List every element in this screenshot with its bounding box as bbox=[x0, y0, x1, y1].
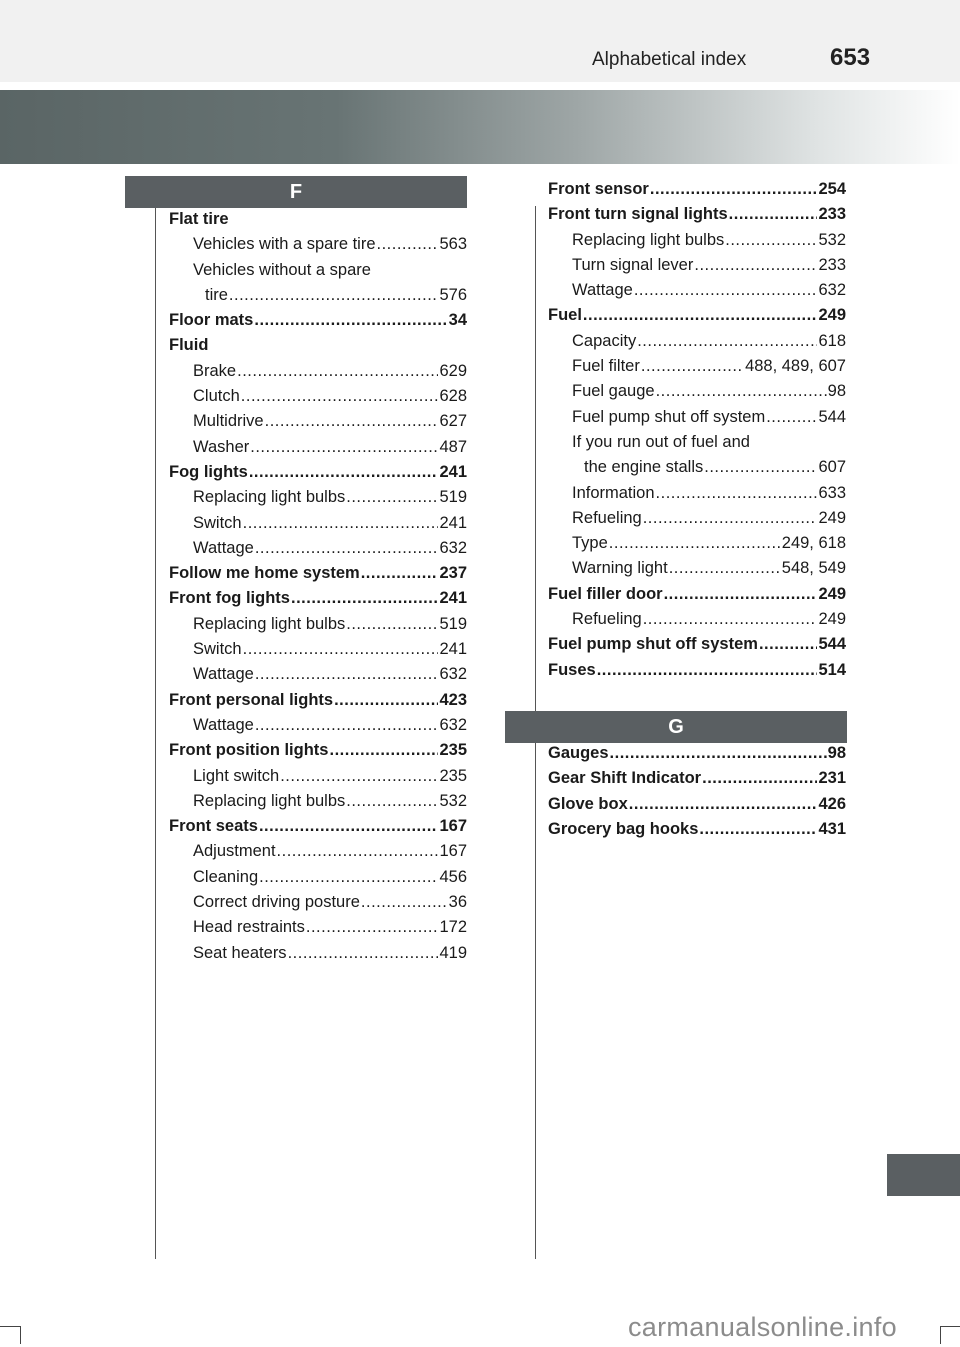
index-entry bbox=[169, 311, 467, 336]
dot-leader bbox=[288, 944, 439, 963]
index-entry bbox=[169, 514, 467, 539]
index-entry bbox=[169, 539, 467, 564]
index-entry bbox=[169, 564, 467, 589]
index-entry bbox=[548, 484, 846, 509]
watermark: carmanualsonline.info bbox=[628, 1312, 897, 1342]
dot-leader bbox=[650, 180, 818, 199]
header-band bbox=[0, 0, 960, 82]
index-entry-label: Turn signal lever bbox=[572, 255, 694, 274]
index-entry bbox=[548, 281, 846, 306]
dot-leader bbox=[729, 205, 818, 224]
crop-mark bbox=[940, 1326, 941, 1344]
index-entry-page: 629 bbox=[439, 361, 467, 380]
dot-leader bbox=[361, 893, 448, 912]
index-entry bbox=[548, 635, 846, 660]
index-entry-label: Type bbox=[572, 534, 608, 553]
dot-leader bbox=[334, 691, 438, 710]
index-entry bbox=[169, 893, 467, 918]
index-entry bbox=[548, 231, 846, 256]
index-entry-page: 241 bbox=[439, 640, 467, 659]
column-rule-left bbox=[155, 206, 156, 1259]
crop-mark bbox=[0, 1326, 20, 1327]
index-entry-label: Replacing light bulbs bbox=[193, 791, 346, 810]
index-entry-label: Switch bbox=[193, 640, 242, 659]
index-entry-label: Replacing light bulbs bbox=[572, 230, 725, 249]
index-entry bbox=[169, 665, 467, 690]
index-entry-page: 514 bbox=[818, 660, 846, 679]
index-entry bbox=[169, 286, 467, 311]
index-entry-label: Front position lights bbox=[169, 741, 329, 760]
index-entry-page: 34 bbox=[448, 311, 467, 330]
dot-leader bbox=[610, 744, 827, 763]
index-entry bbox=[169, 944, 467, 969]
index-entry-label: Brake bbox=[193, 361, 237, 380]
index-entry-label: Light switch bbox=[193, 766, 280, 785]
dot-leader bbox=[259, 868, 438, 887]
index-entry-label: Glove box bbox=[548, 794, 628, 813]
index-entry bbox=[548, 256, 846, 281]
header-title: Alphabetical index bbox=[592, 49, 747, 70]
index-entry bbox=[169, 412, 467, 437]
index-entry-label: Refueling bbox=[572, 610, 642, 629]
index-entry-page: 167 bbox=[439, 842, 467, 861]
index-entry bbox=[169, 235, 467, 260]
dot-leader bbox=[255, 665, 439, 684]
index-entry-page: 632 bbox=[818, 281, 846, 300]
index-entry-label: Fluid bbox=[169, 336, 209, 355]
index-entry-page: 98 bbox=[827, 744, 846, 762]
index-entry bbox=[169, 842, 467, 867]
index-entry-page: 419 bbox=[439, 943, 467, 962]
index-entry bbox=[169, 741, 467, 766]
crop-mark bbox=[20, 1326, 21, 1344]
dot-leader bbox=[583, 306, 818, 325]
index-entry-page: 249 bbox=[818, 508, 846, 527]
index-entry-page: 231 bbox=[818, 769, 846, 788]
index-entry-label: Washer bbox=[193, 437, 250, 456]
index-entry-label: Clutch bbox=[193, 387, 240, 406]
dot-leader bbox=[346, 615, 438, 634]
index-entry-page: 233 bbox=[818, 255, 846, 274]
index-entry bbox=[169, 640, 467, 665]
index-entry-label: Replacing light bulbs bbox=[193, 614, 346, 633]
dot-leader bbox=[291, 589, 438, 608]
dot-leader bbox=[669, 559, 781, 578]
index-column-right-f bbox=[548, 180, 846, 686]
index-entry bbox=[548, 433, 846, 458]
index-entry-label: Adjustment bbox=[193, 842, 276, 861]
index-entry-page: 36 bbox=[448, 893, 467, 912]
index-entry bbox=[169, 615, 467, 640]
index-entry-label: Flat tire bbox=[169, 210, 229, 228]
dot-leader bbox=[329, 741, 438, 760]
dot-leader bbox=[361, 564, 439, 583]
index-entry-page: 618 bbox=[818, 331, 846, 350]
index-entry bbox=[548, 534, 846, 559]
dot-leader bbox=[609, 534, 781, 553]
index-entry-page: 532 bbox=[818, 230, 846, 249]
index-entry-label: If you run out of fuel and bbox=[572, 432, 750, 451]
page-number: 653 bbox=[830, 44, 871, 71]
dot-leader bbox=[249, 463, 439, 482]
index-entry-label: Refueling bbox=[572, 508, 642, 527]
dot-leader bbox=[306, 918, 439, 937]
index-entry-page: 607 bbox=[818, 458, 846, 477]
index-entry bbox=[169, 589, 467, 614]
index-entry-page: 487 bbox=[439, 437, 467, 456]
index-entry-page: 488, 489, 607 bbox=[745, 357, 846, 376]
index-entry-page: 563 bbox=[439, 235, 467, 254]
index-entry bbox=[169, 488, 467, 513]
dot-leader bbox=[243, 640, 439, 659]
index-entry-label: tire bbox=[205, 285, 228, 304]
index-entry-page: 172 bbox=[439, 918, 467, 937]
index-entry-page: 237 bbox=[439, 564, 467, 583]
index-entry-page: 426 bbox=[818, 794, 846, 813]
index-entry bbox=[548, 458, 846, 483]
dot-leader bbox=[277, 842, 439, 861]
dot-leader bbox=[641, 357, 744, 376]
index-entry bbox=[548, 306, 846, 331]
index-entry-page: 254 bbox=[818, 180, 846, 198]
index-entry-page: 235 bbox=[439, 766, 467, 785]
index-entry-page: 233 bbox=[818, 205, 846, 224]
index-entry bbox=[548, 509, 846, 534]
dot-leader bbox=[229, 286, 439, 305]
index-entry-page: 241 bbox=[439, 589, 467, 608]
index-entry-page: 249 bbox=[818, 584, 846, 603]
index-entry-label: Grocery bag hooks bbox=[548, 819, 699, 838]
index-entry-page: 456 bbox=[439, 867, 467, 886]
section-header-g: G bbox=[505, 711, 847, 743]
index-entry-page: 628 bbox=[439, 387, 467, 406]
index-entry-page: 241 bbox=[439, 462, 467, 481]
index-entry-label: Front personal lights bbox=[169, 690, 334, 709]
index-entry-page: 519 bbox=[439, 488, 467, 507]
index-entry-page: 632 bbox=[439, 665, 467, 684]
index-entry-page: 544 bbox=[818, 407, 846, 426]
index-entry-page: 98 bbox=[827, 382, 846, 401]
index-entry-page: 548, 549 bbox=[781, 559, 846, 578]
index-entry-label: Gauges bbox=[548, 744, 609, 762]
index-entry-label: Fog lights bbox=[169, 462, 248, 481]
index-entry-label: Correct driving posture bbox=[193, 893, 360, 912]
dot-leader bbox=[643, 509, 818, 528]
index-entry-label: Front fog lights bbox=[169, 589, 290, 608]
dot-leader bbox=[346, 488, 438, 507]
index-entry-label: Floor mats bbox=[169, 311, 254, 330]
index-entry bbox=[169, 387, 467, 412]
index-entry bbox=[548, 205, 846, 230]
index-entry bbox=[548, 661, 846, 686]
dot-leader bbox=[766, 408, 817, 427]
index-entry bbox=[169, 817, 467, 842]
index-entry bbox=[169, 261, 467, 286]
index-entry bbox=[548, 382, 846, 407]
index-entry-label: Replacing light bulbs bbox=[193, 488, 346, 507]
dot-leader bbox=[664, 585, 818, 604]
dot-leader bbox=[254, 311, 447, 330]
dot-leader bbox=[255, 539, 439, 558]
index-entry bbox=[169, 210, 467, 235]
dot-leader bbox=[656, 382, 827, 401]
index-entry bbox=[169, 691, 467, 716]
dot-leader bbox=[265, 412, 439, 431]
index-entry-label: Front sensor bbox=[548, 180, 649, 198]
index-entry-label: the engine stalls bbox=[584, 458, 704, 477]
index-entry-label: Fuses bbox=[548, 660, 596, 679]
index-entry bbox=[169, 716, 467, 741]
dot-leader bbox=[255, 716, 439, 735]
index-entry-label: Gear Shift Indicator bbox=[548, 769, 702, 788]
index-entry-page: 519 bbox=[439, 614, 467, 633]
decorative-banner bbox=[0, 90, 960, 164]
index-entry-page: 235 bbox=[439, 741, 467, 760]
index-entry bbox=[548, 820, 846, 845]
index-entry-label: Wattage bbox=[193, 538, 254, 557]
index-entry-label: Fuel bbox=[548, 306, 582, 325]
index-entry-label: Fuel filter bbox=[572, 357, 640, 376]
index-entry-page: 167 bbox=[439, 817, 467, 836]
index-entry-page: 632 bbox=[439, 715, 467, 734]
index-entry-label: Wattage bbox=[193, 715, 254, 734]
crop-mark bbox=[940, 1326, 960, 1327]
dot-leader bbox=[629, 795, 818, 814]
index-entry bbox=[169, 792, 467, 817]
index-column-left bbox=[169, 210, 467, 969]
index-entry-page: 249, 618 bbox=[781, 534, 846, 553]
index-entry-page: 423 bbox=[439, 690, 467, 709]
index-entry-label: Switch bbox=[193, 513, 242, 532]
index-entry-label: Fuel filler door bbox=[548, 584, 663, 603]
dot-leader bbox=[694, 256, 817, 275]
index-entry-page: 249 bbox=[818, 306, 846, 325]
index-entry-label: Wattage bbox=[572, 281, 633, 300]
index-entry-label: Information bbox=[572, 483, 655, 502]
dot-leader bbox=[759, 635, 818, 654]
index-entry-page: 632 bbox=[439, 538, 467, 557]
dot-leader bbox=[377, 235, 439, 254]
index-entry bbox=[548, 795, 846, 820]
index-entry bbox=[548, 559, 846, 584]
index-entry bbox=[169, 336, 467, 361]
dot-leader bbox=[259, 817, 439, 836]
dot-leader bbox=[725, 231, 817, 250]
dot-leader bbox=[656, 484, 818, 503]
index-entry-label: Fuel gauge bbox=[572, 382, 655, 401]
index-entry-label: Follow me home system bbox=[169, 564, 360, 583]
dot-leader bbox=[637, 332, 817, 351]
index-entry bbox=[548, 357, 846, 382]
index-entry-page: 249 bbox=[818, 610, 846, 629]
dot-leader bbox=[643, 610, 818, 629]
index-entry-label: Fuel pump shut off system bbox=[548, 635, 758, 654]
index-entry bbox=[169, 868, 467, 893]
index-entry bbox=[169, 918, 467, 943]
index-entry-label: Fuel pump shut off system bbox=[572, 407, 766, 426]
index-entry-page: 241 bbox=[439, 513, 467, 532]
index-column-right-g bbox=[548, 744, 846, 845]
dot-leader bbox=[280, 767, 438, 786]
index-entry-label: Cleaning bbox=[193, 867, 259, 886]
index-entry-label: Head restraints bbox=[193, 918, 305, 937]
dot-leader bbox=[699, 820, 817, 839]
index-entry bbox=[548, 332, 846, 357]
dot-leader bbox=[634, 281, 818, 300]
index-entry-label: Multidrive bbox=[193, 412, 264, 431]
index-entry bbox=[548, 408, 846, 433]
index-entry-page: 633 bbox=[818, 483, 846, 502]
index-entry-label: Vehicles without a spare bbox=[193, 260, 371, 279]
index-entry-label: Wattage bbox=[193, 665, 254, 684]
index-entry-page: 576 bbox=[439, 285, 467, 304]
index-entry-label: Warning light bbox=[572, 559, 668, 578]
index-entry-label: Capacity bbox=[572, 331, 637, 350]
index-entry-page: 431 bbox=[818, 819, 846, 838]
index-entry bbox=[548, 180, 846, 205]
section-header-f: F bbox=[125, 176, 467, 208]
index-entry bbox=[169, 362, 467, 387]
index-entry bbox=[169, 463, 467, 488]
index-entry-page: 532 bbox=[439, 791, 467, 810]
dot-leader bbox=[241, 387, 439, 406]
dot-leader bbox=[243, 514, 439, 533]
index-entry-page: 627 bbox=[439, 412, 467, 431]
index-entry-label: Seat heaters bbox=[193, 943, 287, 962]
index-entry bbox=[548, 610, 846, 635]
dot-leader bbox=[237, 362, 438, 381]
index-entry-page: 544 bbox=[818, 635, 846, 654]
index-entry bbox=[548, 585, 846, 610]
dot-leader bbox=[346, 792, 438, 811]
index-entry bbox=[169, 438, 467, 463]
dot-leader bbox=[250, 438, 438, 457]
dot-leader bbox=[702, 769, 817, 788]
index-entry-label: Front turn signal lights bbox=[548, 205, 728, 224]
chapter-tab bbox=[887, 1154, 960, 1196]
dot-leader bbox=[704, 458, 817, 477]
index-entry bbox=[169, 767, 467, 792]
index-entry bbox=[548, 769, 846, 794]
index-entry bbox=[548, 744, 846, 769]
dot-leader bbox=[597, 661, 818, 680]
index-entry-label: Front seats bbox=[169, 817, 258, 836]
index-entry-label: Vehicles with a spare tire bbox=[193, 235, 376, 254]
